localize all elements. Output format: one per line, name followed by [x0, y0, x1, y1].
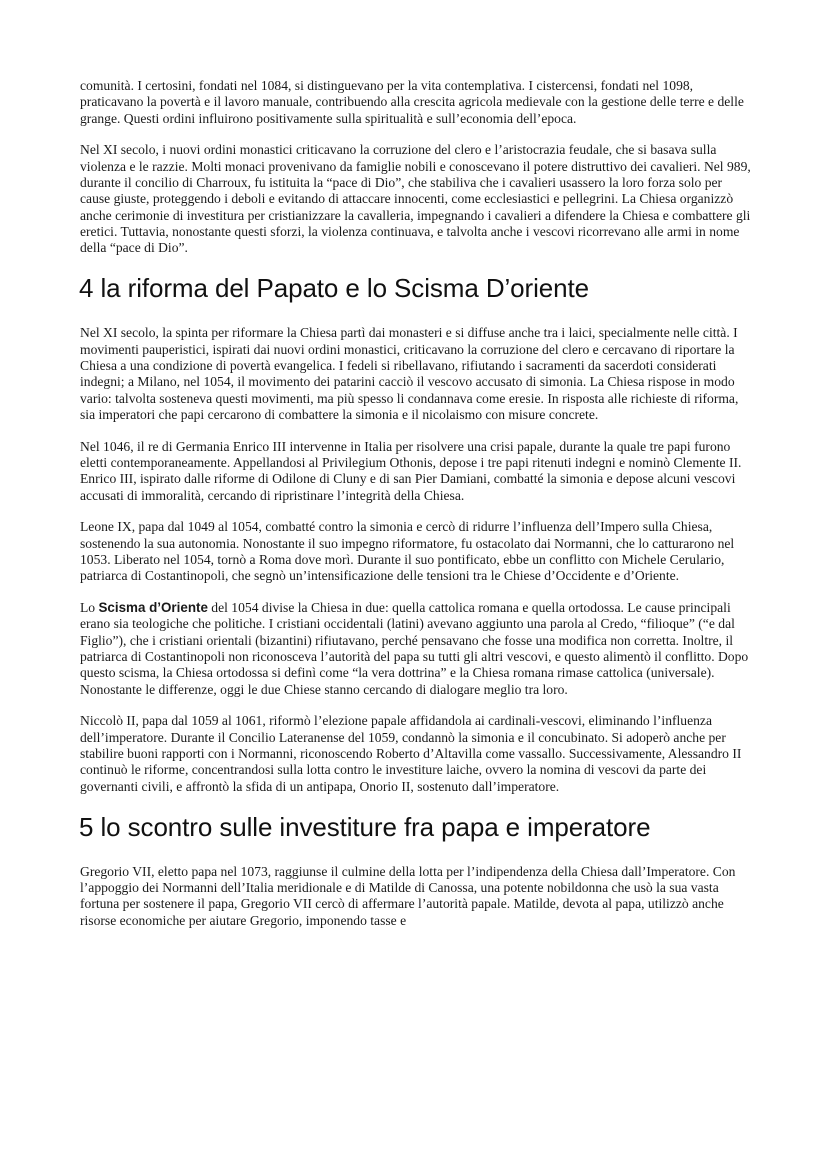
schism-body-text: del 1054 divise la Chiesa in due: quella cattolica romana e quella ortodossa. Le cause principali erano sia teologiche che politiche. I cristiani occidentali (latini) avevano aggiunto una parola al Credo, “filioque” (“e dal Figlio”), che i cristiani orientali (bizantini) rifiutavano, perché pensavano che fosse una modifica non corretta. Inoltre, il patriarca di Costantinopoli non riconosceva l’autorità del papa su tutti gli altri vescovi, e questo alimentò il conflitto. Dopo questo scisma, la Chiesa ortodossa si definì come “la vera dottrina” e la Chiesa romana rimase cattolica (universale). Nonostante le differenze, oggi le due Chiese stanno cercando di dialogare meglio tra loro.: [80, 600, 749, 697]
paragraph-east-west-schism: [80, 600, 752, 698]
paragraph-nicholas-ii: Niccolò II, papa dal 1059 al 1061, riformò l’elezione papale affidandola ai cardinali-vescovi, eliminando l’influenza dell’imperatore. Durante il Concilio Lateranense del 1059, condannò la simonia e il concubinato. Si adoperò anche per stabilire buoni rapporti con i Normanni, riconoscendo Roberto d’Altavilla come vassallo. Successivamente, Alessandro II continuò le riforme, concentrandosi sulla lotta contro le investiture laiche, ovvero la nomina di vescovi da parte dei governanti civili, e affrontò la sfida di un antipapa, Onorio II, sostenuto dall’imperatore.: [80, 713, 742, 794]
paragraph-peace-of-god: Nel XI secolo, i nuovi ordini monastici criticavano la corruzione del clero e l’aristocrazia feudale, che si basava sulla violenza e le razzie. Molti monaci provenivano da famiglie nobili e conoscevano il potere distruttivo dei cavalieri. Nel 989, durante il concilio di Charroux, fu istituita la “pace di Dio”, che stabiliva che i cavalieri usassero la loro forza solo per cause giuste, proteggendo i deboli e evitando di attaccare innocenti, come ecclesiastici e pellegrini. La Chiesa organizzò anche cerimonie di investitura per cristianizzare la cavalleria, impegnando i cavalieri a difendere la Chiesa e combattere gli eretici. Tuttavia, nonostante questi sforzi, la violenza continuava, e talvolta anche i vescovi ricorrevano alle armi in nome della “pace di Dio”.: [80, 142, 751, 256]
section-heading-5: 5 lo scontro sulle investiture fra papa e imperatore: [79, 811, 651, 842]
paragraph-church-reform: Nel XI secolo, la spinta per riformare la Chiesa partì dai monasteri e si diffuse anche tra i laici, specialmente nelle città. I movimenti pauperistici, ispirati dai nuovi ordini monastici, criticavano la corruzione del clero e cercavano di riportare la Chiesa a una condizione di povertà evangelica. I fedeli si ribellavano, rifiutando i sacramenti da sacerdoti considerati indegni; a Milano, nel 1054, il movimento dei patarini cacciò il vescovo accusato di simonia. La Chiesa rispose in modo vario: talvolta sosteneva questi movimenti, ma più spesso li condannava come eresie. In risposta alle richieste di riforma, sia imperatori che papi cercarono di combattere la simonia e il nicolaismo con misure concrete.: [80, 325, 739, 422]
schism-term: Scisma d’Oriente: [98, 600, 208, 616]
paragraph-gregory-vii: Gregorio VII, eletto papa nel 1073, raggiunse il culmine della lotta per l’indipendenza della Chiesa dall’Imperatore. Con l’appoggio dei Normanni dell’Italia meridionale e di Matilde di Canossa, una potente nobildonna che usò la sua vasta fortuna per sostenere il papa, Gregorio VII cercò di affermare l’autorità papale. Matilde, devota al papa, utilizzò anche risorse economiche per aiutare Gregorio, imponendo tasse e: [80, 863, 736, 928]
paragraph-leo-ix: Leone IX, papa dal 1049 al 1054, combatté contro la simonia e cercò di ridurre l’influenza dell’Impero sulla Chiesa, sostenendo la sua autonomia. Nonostante il suo impegno riformatore, fu ostacolato dai Normanni, che lo catturarono nel 1053. Liberato nel 1054, tornò a Roma dove morì. Durante il suo pontificato, ebbe un conflitto con Michele Cerulario, patriarca di Costantinopoli, che segnò un’intensificazione delle tensioni tra le Chiese d’Occidente e d’Oriente.: [80, 519, 735, 584]
paragraph-monastic-orders: comunità. I certosini, fondati nel 1084, si distinguevano per la vita contemplativa. I cistercensi, fondati nel 1098, praticavano la povertà e il lavoro manuale, contribuendo alla crescita agricola medievale con la gestione delle terre e delle grange. Questi ordini influirono positivamente sulla spiritualità e sull’economia dell’epoca.: [80, 78, 744, 126]
document-page: [80, 78, 752, 945]
schism-lead-text: Lo: [80, 600, 99, 616]
section-heading-4: 4 la riforma del Papato e lo Scisma D’oriente: [79, 273, 589, 304]
paragraph-henry-iii: Nel 1046, il re di Germania Enrico III intervenne in Italia per risolvere una crisi papale, durante la quale tre papi furono eletti contemporaneamente. Appellandosi al Privilegium Othonis, depose i tre papi ritenuti indegni e nominò Clemente II. Enrico III, ispirato dalle riforme di Odilone di Cluny e di san Pier Damiani, combatté la simonia e depose alcuni vescovi accusati di immoralità, cercando di ripristinare l’integrità della Chiesa.: [80, 438, 742, 503]
